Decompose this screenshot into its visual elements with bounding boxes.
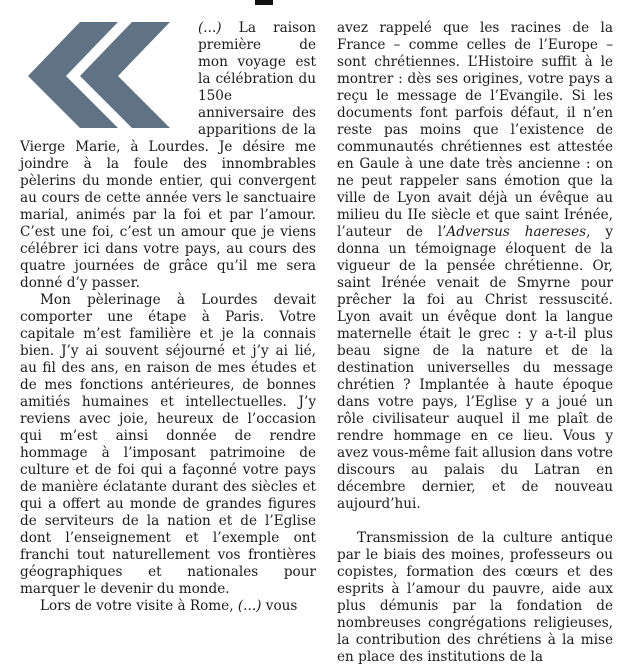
paragraph-4-end: , y donna un témoignage éloquent de la vigueur de la pensée chrétienne. Or, saint Irénée venait de Smyrne pour prêcher la foi au Christ ressuscité. Lyon avait un évêque dont la langue maternelle était le grec : y a-t-il plus beau signe de la nature et de la destination universelles du message chrétien ? Implantée à haute époque dans votre pays, l’Eglise y a joué un rôle civilisateur auquel il me plaît de rendre hommage en ce lieu. Vous y avez vous-même fait allusion dans votre discours au palais du Latran en décembre dernier, et de nouveau aujourd’hui. (337, 224, 614, 512)
paragraph-2: Mon pèlerinage à Lourdes devait comporter une étape à Paris. Votre capitale m’est familière et je la connais bien. J’y ai souvent séjourné et j’y ai lié, au fil des ans, en raison de mes études et de mes fonctions antérieures, de bonnes amitiés humaines et intellectuelles. J’y reviens avec joie, heureux de l’occasion qui m’est ainsi donnée de rendre hommage à l’imposant patrimoine de culture et de foi qui a façonné votre pays de manière éclatante durant des siècles et qui a offert au monde de grandes figures de serviteurs de la nation et de l’Eglise dont l’enseignement et l’exemple ont franchi tout naturellement vos frontières géographiques et nationales pour marquer le devenir du monde. (20, 292, 316, 597)
italic-title: Adversus haereses (446, 224, 587, 240)
top-rule (255, 0, 273, 5)
paragraph-4 (337, 20, 613, 513)
ellipsis-mid: (...) (237, 598, 262, 614)
paragraph-1-text: La raison première de mon voyage est la célébration du 150e anniversaire des apparitions de la Vierge Marie, à Lourdes. Je désire me joindre à la foule des innombrables pèlerins du monde entier, qui convergent au cours de cette année vers le sanctuaire marial, animés par la foi et par l’amour. C’est une foi, c’est un amour que je viens célébrer ici dans votre pays, au cours des quatre journées de grâce qu’il me sera donné d’y passer. (20, 20, 316, 291)
paragraph-3 (20, 598, 316, 615)
right-column (337, 20, 613, 666)
paragraph-4-text: avez rappelé que les racines de la France – comme celles de l’Europe – sont chrétiennes. L’Histoire suffit à le montrer : dès ses origines, votre pays a reçu le message de l’Evangile. Si les documents font parfois défaut, il n’en reste pas moins que l’existence de communautés chrétiennes est attestée en Gaule à une date très ancienne : on ne peut rappeler sans émotion que la ville de Lyon avait déjà un évêque au milieu du IIe siècle et que saint Irénée, l’auteur de l’ (337, 20, 613, 240)
paragraph-gap (337, 513, 613, 530)
left-column (20, 20, 316, 615)
ellipsis-intro: (...) (198, 20, 222, 36)
paragraph-1 (20, 20, 316, 292)
paragraph-3-start: Lors de votre visite à Rome, (40, 598, 238, 614)
guillemet-open-icon (18, 22, 196, 128)
paragraph-3-end: vous (261, 598, 298, 614)
paragraph-5: Transmission de la culture antique par le biais des moines, professeurs ou copistes, formation des cœurs et des esprits à l’amour du pauvre, aide aux plus démunis par la fondation de nombreuses congrégations religieuses, la contribution des chrétiens à la mise en place des institutions de la (337, 530, 613, 665)
